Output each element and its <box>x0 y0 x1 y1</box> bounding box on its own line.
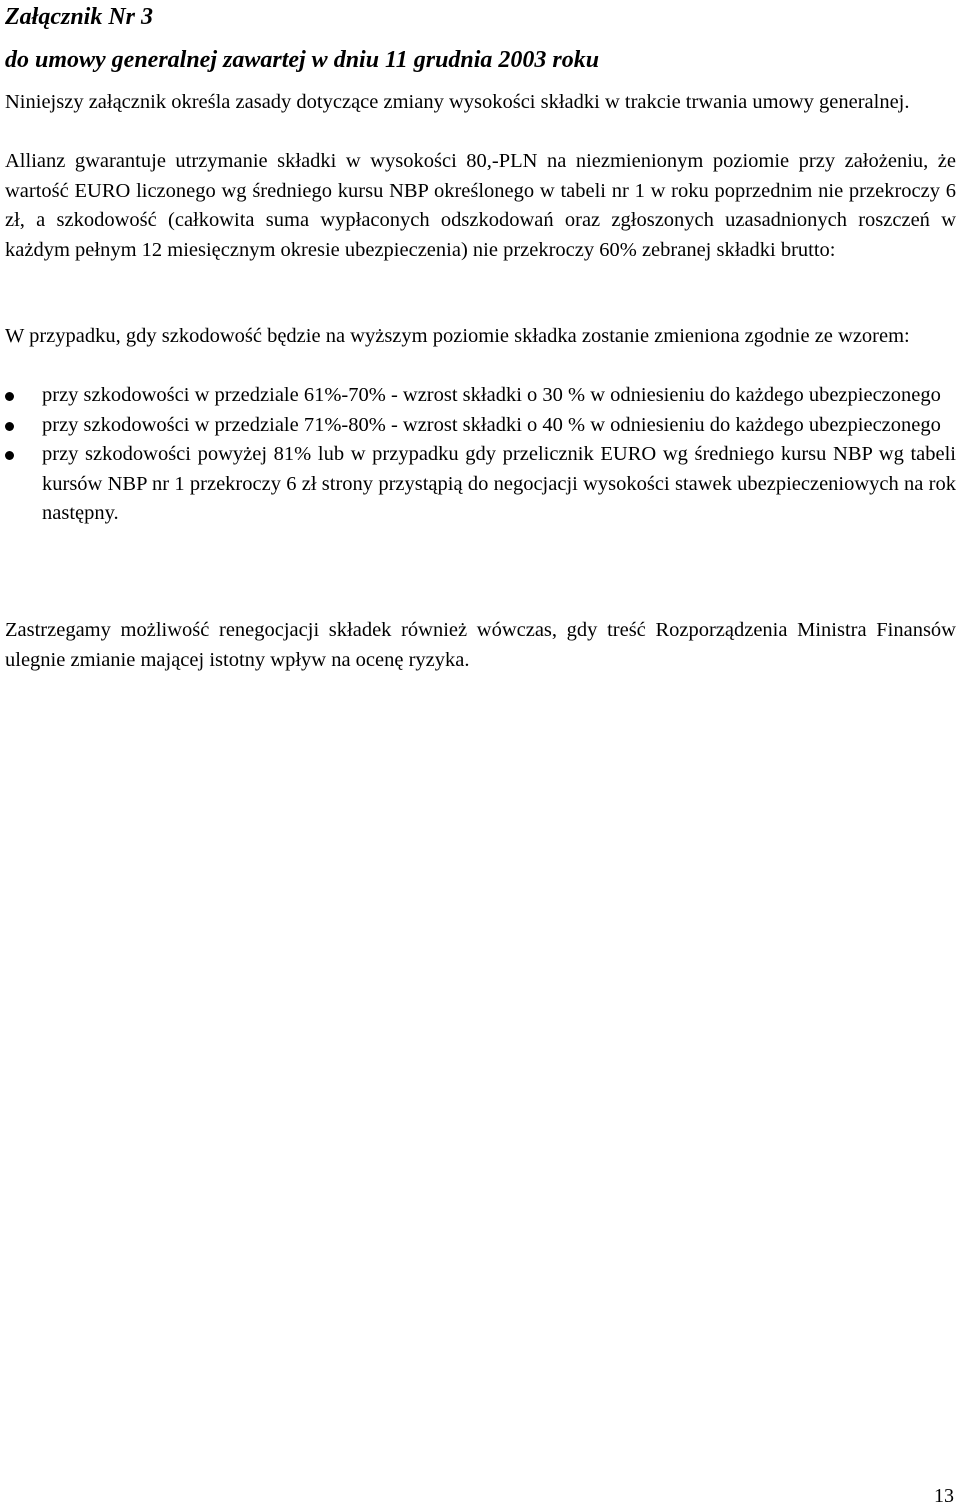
list-item <box>0 440 956 529</box>
list-item-text: przy szkodowości w przedziale 71%-80% - wzrost składki o 40 % w odniesieniu do każdego ubezpieczonego <box>42 413 941 436</box>
guarantee-paragraph: Allianz gwarantuje utrzymanie składki w wysokości 80,-PLN na niezmienionym poziomie przy założeniu, że wartość EURO liczonego wg średniego kursu NBP określonego w tabeli nr 1 w roku poprzednim nie przekroczy 6 zł, a szkodowość (całkowita suma wypłaconych odszkodowań oraz zgłoszonych uzasadnionych roszczeń w każdym pełnym 12 miesięcznym okresie ubezpieczenia) nie przekroczy 60% zebranej składki brutto: <box>5 150 956 261</box>
intro-paragraph: Niniejszy załącznik określa zasady dotyczące zmiany wysokości składki w trakcie trwania umowy generalnej. <box>5 91 910 113</box>
list-item <box>0 381 956 411</box>
page-number: 13 <box>934 1485 954 1507</box>
list-item <box>0 411 956 441</box>
list-item-text: przy szkodowości w przedziale 61%-70% - wzrost składki o 30 % w odniesieniu do każdego ubezpieczonego <box>42 384 941 406</box>
list-item-text: przy szkodowości powyżej 81% lub w przypadku gdy przelicznik EURO wg średniego kursu NBP wg tabeli kursów NBP nr 1 przekroczy 6 zł strony przystąpią do negocjacji wysokości stawek ubezpieczeniowych na rok następny. <box>42 443 956 524</box>
reservation-paragraph: Zastrzegamy możliwość renegocjacji składek również wówczas, gdy treść Rozporządzenia Ministra Finansów ulegnie zmianie mającej istotny wpływ na ocenę ryzyka. <box>5 619 956 671</box>
bullet-icon <box>5 392 14 401</box>
bullet-icon <box>5 451 14 460</box>
bullet-icon <box>5 422 14 431</box>
change-rule-paragraph: W przypadku, gdy szkodowość będzie na wyższym poziomie składka zostanie zmieniona zgodnie ze wzorem: <box>5 325 910 347</box>
document-subtitle: do umowy generalnej zawartej w dniu 11 grudnia 2003 roku <box>5 47 600 73</box>
premium-increase-list <box>0 381 956 529</box>
document-title: Załącznik Nr 3 <box>5 4 154 30</box>
